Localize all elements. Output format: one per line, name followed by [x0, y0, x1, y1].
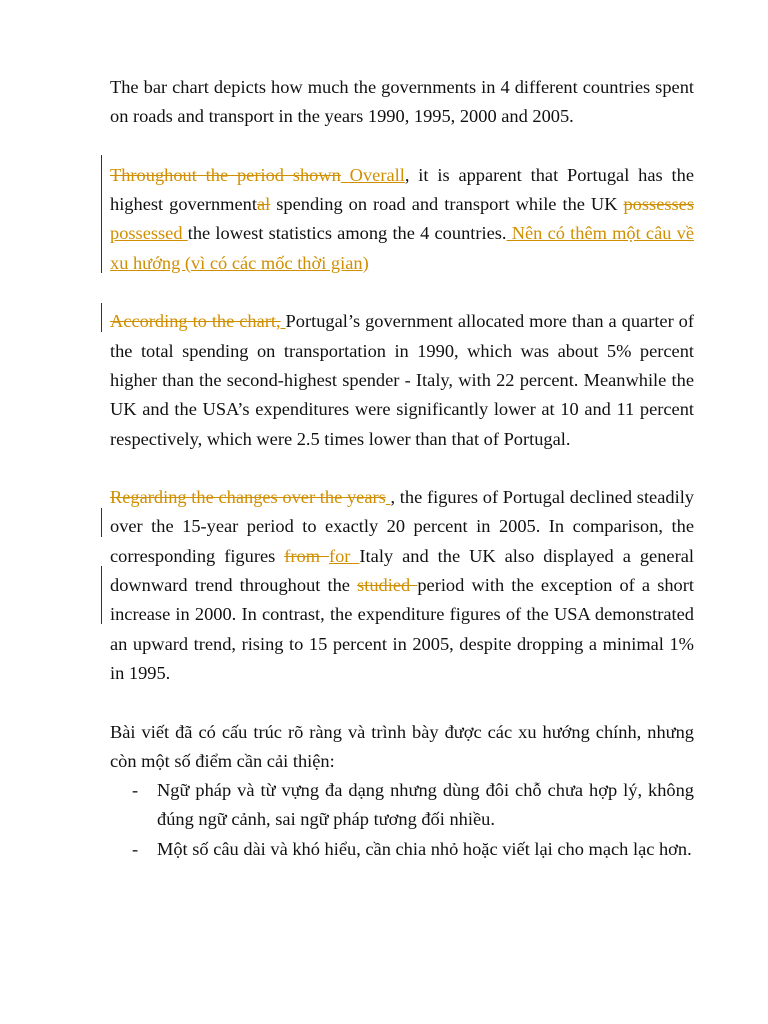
body-text: , the figures of Portugal declined steadily over the 15-year period to exactly 20 percent in 2005. In comparison, the corresponding figures [110, 487, 694, 566]
body-text: period with the exception of a short increase in 2000. In contrast, the expenditure figures of the USA demonstrated an upward trend, rising to 15 percent in 2005, despite dropping a minimal 1% in 1995. [110, 575, 694, 683]
deleted-text: Throughout the period shown [110, 164, 341, 185]
deleted-text: Regarding the changes over the years [110, 487, 386, 508]
change-bar [101, 303, 102, 332]
paragraph-introduction: The bar chart depicts how much the governments in 4 different countries spent on roads and transport in the years 1990, 1995, 2000 and 2005. [110, 77, 694, 127]
feedback-intro: Bài viết đã có cấu trúc rõ ràng và trình bày được các xu hướng chính, nhưng còn một số điểm cần cải thiện: [110, 721, 694, 771]
paragraph-body-1 [110, 307, 694, 453]
body-text: Portugal’s government allocated more than a quarter of the total spending on transportation in 1990, which was about 5% percent higher than the second-highest spender - Italy, with 22 percent. Meanwhile the UK and the USA’s expenditures were significantly lower at 10 and 11 percent respectively, which were 2.5 times lower than that of Portugal. [110, 311, 694, 449]
deleted-text: According to the chart, [110, 311, 281, 332]
list-item-text: Một số câu dài và khó hiểu, cần chia nhỏ hoặc viết lại cho mạch lạc hơn. [157, 838, 692, 859]
change-bar [101, 566, 102, 624]
inserted-text: Overall [340, 164, 405, 185]
inserted-text: for [328, 545, 360, 566]
bullet-dash: - [132, 780, 139, 801]
deleted-text: studied [357, 575, 418, 596]
document-page [110, 73, 694, 864]
change-bar [101, 508, 102, 537]
feedback-section [110, 718, 694, 864]
inserted-text: possessed [110, 223, 188, 244]
reviewer-comment: Nên có thêm một câu về xu hướng (vì có các mốc thời gian) [110, 223, 695, 273]
deleted-text: al [256, 194, 271, 215]
body-text: the lowest statistics among the 4 countries. [187, 223, 507, 244]
list-item [110, 776, 694, 835]
deleted-text: from [284, 545, 329, 566]
deleted-text: possesses [623, 194, 694, 215]
change-bar [101, 155, 102, 273]
paragraph-body-2 [110, 483, 694, 688]
list-item-text: Ngữ pháp và từ vựng đa dạng nhưng dùng đôi chỗ chưa hợp lý, không đúng ngữ cảnh, sai ngữ pháp tương đối nhiều. [157, 780, 694, 830]
body-text: spending on road and transport while the UK [270, 194, 624, 215]
paragraph-overview [110, 161, 694, 278]
list-item [110, 835, 694, 864]
body-text: , it is apparent that Portugal has the highest government [110, 164, 694, 215]
bullet-dash: - [132, 838, 139, 859]
body-text: Italy and the UK also displayed a general downward trend throughout the [110, 545, 694, 596]
feedback-list [110, 776, 694, 864]
